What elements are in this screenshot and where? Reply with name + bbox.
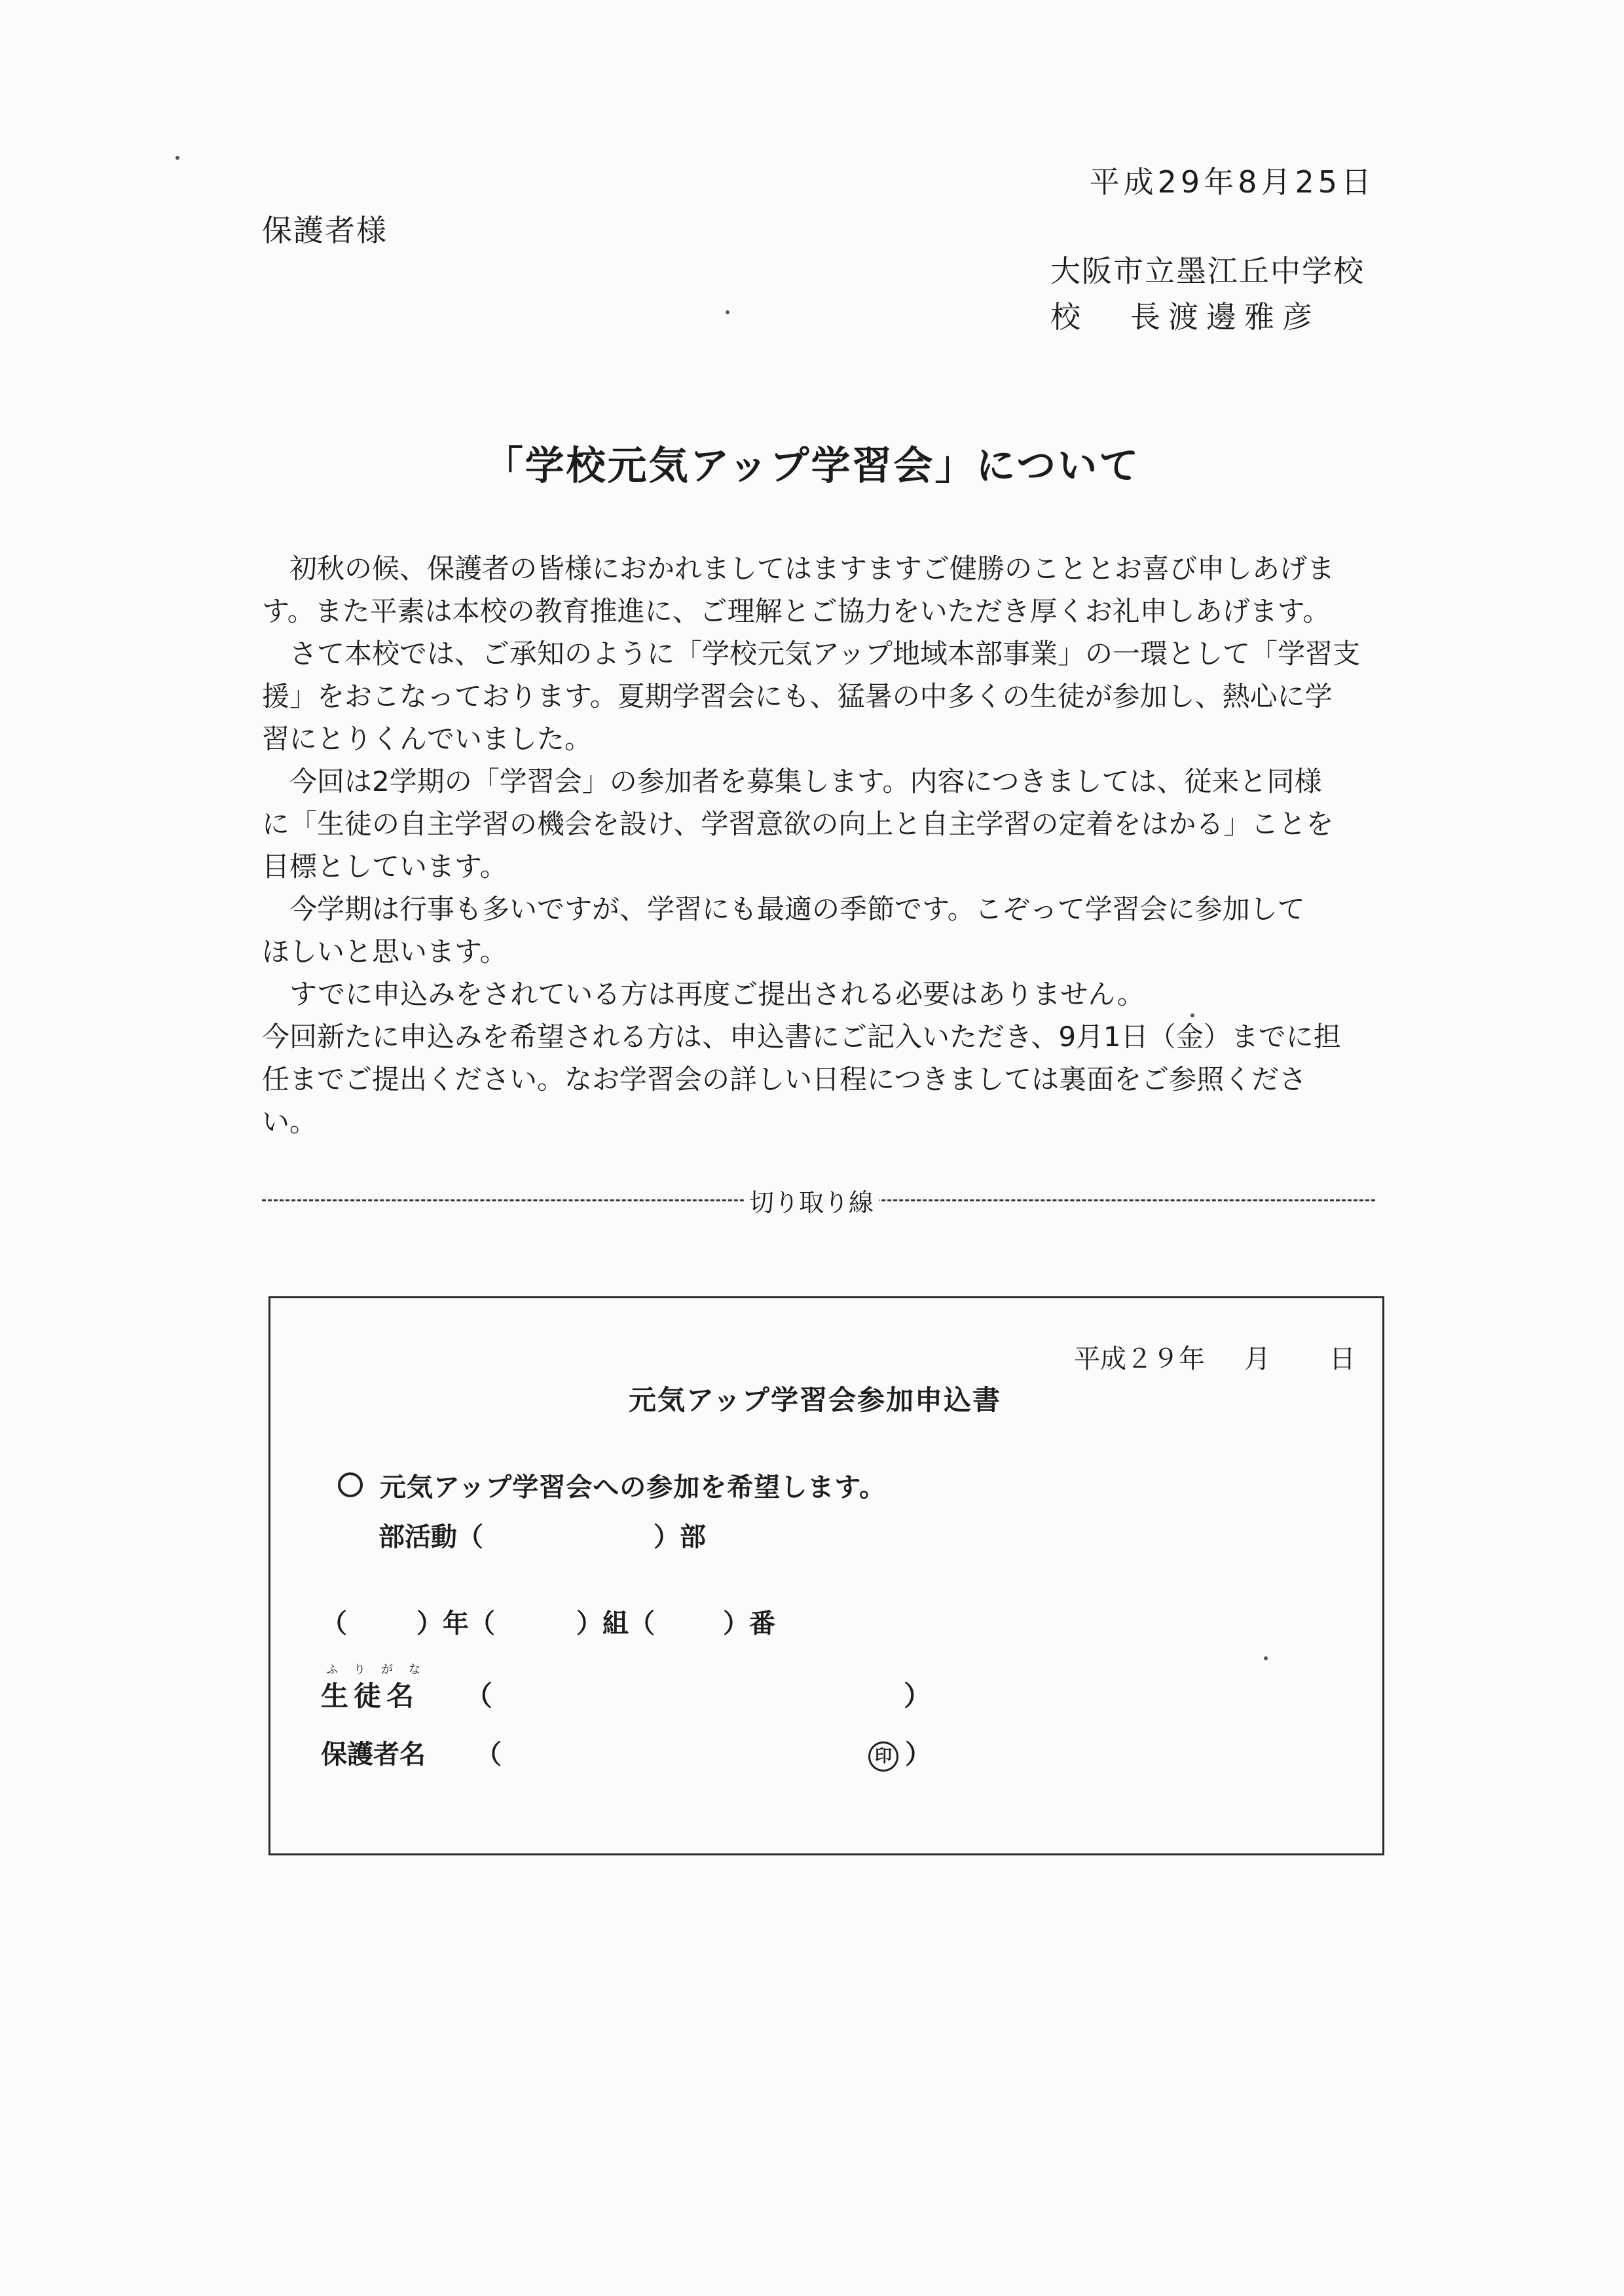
body-line: 援」をおこなっております。夏期学習会にも、猛暑の中多くの生徒が参加し、熱心に学 [262,680,1333,712]
guardian-label: 保護者名 [321,1740,426,1770]
body-line: 今回新たに申込みを希望される方は、申込書にご記入いただき、9月1日（金）までに担 [262,1021,1341,1053]
club-field[interactable] [378,1516,706,1554]
form-title: 元気アップ学習会参加申込書 [629,1384,1002,1416]
principal-title: 校 [1050,299,1082,335]
notice-body [262,547,1388,1143]
principal-line [1050,293,1320,337]
notice-title: 「学校元気アップ学習会」について [483,443,1141,489]
club-suffix: ）部 [654,1522,706,1552]
guardian-close: ） [905,1740,931,1770]
body-line: に「生徒の自主学習の機会を設け、学習意欲の向上と自主学習の定着をはかる」ことを [262,808,1334,840]
body-line: す。また平素は本校の教育推進に、ご理解とご協力をいただき厚くお礼申しあげます。 [262,595,1331,627]
student-label: 生徒名 [321,1680,420,1712]
guardian-name-field[interactable] [321,1734,931,1772]
seal-icon: 印 [868,1741,898,1772]
body-line: ほしいと思います。 [262,936,507,968]
guardian-open: （ [475,1740,502,1770]
scan-speck [1264,1656,1268,1660]
student-open: （ [465,1680,498,1712]
scan-speck [1190,1013,1194,1017]
body-line: 今回は2学期の「学習会」の参加者を募集します。内容につきましては、従来と同様 [262,765,1322,797]
student-ruby: ふりがな [326,1663,436,1677]
body-line: すでに申込みをされている方は再度ご提出される必要はありません。 [262,978,1145,1010]
scan-speck [175,156,179,160]
form-date-month: 月 [1244,1344,1270,1374]
class-group: ）組（ [576,1609,655,1639]
issue-date: 平成29年8月25日 [1089,164,1375,200]
student-label-wrap [321,1663,436,1714]
participation-label: 元気アップ学習会への参加を希望します。 [380,1472,886,1503]
body-line: 習にとりくんでいました。 [262,723,593,755]
body-line: い。 [262,1106,318,1138]
school-name: 大阪市立墨江丘中学校 [1050,253,1365,289]
form-date-year: 平成２９年 [1074,1344,1205,1374]
body-line: さて本校では、ご承知のように「学校元気アップ地域本部事業」の一環として「学習支 [262,638,1361,670]
body-line: 今学期は行事も多いですが、学習にも最適の季節です。こぞって学習会に参加して [262,893,1305,925]
participation-option[interactable] [338,1467,886,1504]
class-open: （ [321,1609,347,1639]
circle-mark-icon[interactable] [338,1472,363,1497]
body-line: 任までご提出ください。なお学習会の詳しい日程につきましては裏面をご参照くださ [262,1063,1307,1095]
student-name-field[interactable] [321,1663,937,1714]
cut-line-label: 切り取り線 [744,1182,879,1218]
addressee: 保護者様 [262,213,388,248]
student-close: ） [904,1680,937,1712]
principal-role: 長 [1130,299,1168,335]
class-year: ）年（ [416,1609,495,1639]
form-date [1074,1338,1356,1376]
principal-name: 渡邊雅彦 [1168,299,1320,335]
scan-speck [726,310,729,314]
club-prefix: 部活動（ [378,1522,483,1552]
form-date-day: 日 [1329,1344,1356,1374]
body-line: 目標としています。 [262,850,507,883]
body-line: 初秋の候、保護者の皆様におかれましてはますますご健勝のこととお喜び申しあげま [262,553,1335,585]
class-field[interactable] [321,1603,775,1640]
class-number: ）番 [723,1609,775,1639]
